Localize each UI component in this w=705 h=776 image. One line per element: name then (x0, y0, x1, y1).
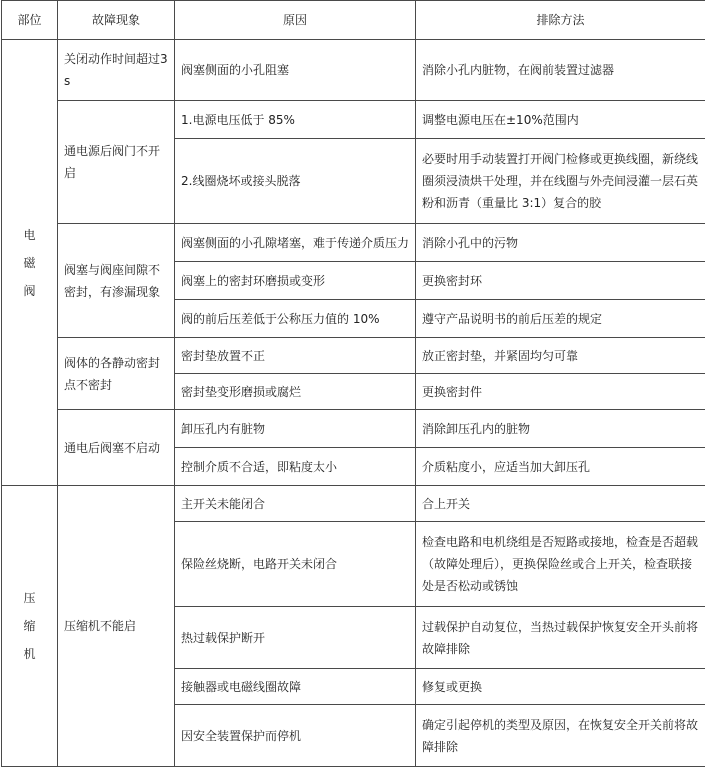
fix-cell: 合上开关 (416, 486, 705, 522)
cause-cell: 阀塞侧面的小孔隙堵塞，难于传递介质压力 (175, 224, 416, 262)
cause-cell: 接触器或电磁线圈故障 (175, 669, 416, 705)
table-body (2, 40, 705, 767)
fix-cell: 消除小孔内脏物，在阀前装置过滤器 (416, 40, 705, 101)
table-row (2, 101, 705, 139)
table-row (2, 40, 705, 101)
cause-cell: 卸压孔内有脏物 (175, 410, 416, 448)
cause-cell: 阀的前后压差低于公称压力值的 10% (175, 300, 416, 338)
cause-cell: 阀塞上的密封环磨损或变形 (175, 262, 416, 300)
phenomenon-cell: 通电源后阀门不开启 (58, 101, 175, 224)
header-phenomenon: 故障现象 (58, 1, 175, 40)
part-cell: 电 磁 阀 (2, 40, 58, 486)
fix-cell: 消除小孔中的污物 (416, 224, 705, 262)
cause-cell: 2.线圈烧坏或接头脱落 (175, 139, 416, 224)
header-cause: 原因 (175, 1, 416, 40)
fix-cell: 检查电路和电机绕组是否短路或接地，检查是否超载（故障处理后），更换保险丝或合上开关，检查联接处是否松动或锈蚀 (416, 522, 705, 607)
cause-cell: 密封垫放置不正 (175, 338, 416, 374)
fix-cell: 修复或更换 (416, 669, 705, 705)
cause-cell: 1.电源电压低于 85% (175, 101, 416, 139)
cause-cell: 因安全装置保护而停机 (175, 705, 416, 767)
header-fix: 排除方法 (416, 1, 705, 40)
fix-cell: 过载保护自动复位，当热过载保护恢复安全开头前将故障排除 (416, 607, 705, 669)
cause-cell: 热过载保护断开 (175, 607, 416, 669)
cause-cell: 控制介质不合适，即粘度太小 (175, 448, 416, 486)
fix-cell: 更换密封环 (416, 262, 705, 300)
fix-cell: 放正密封垫，并紧固均匀可靠 (416, 338, 705, 374)
cause-cell: 阀塞侧面的小孔阻塞 (175, 40, 416, 101)
part-cell: 压 缩 机 (2, 486, 58, 767)
phenomenon-cell: 关闭动作时间超过3s (58, 40, 175, 101)
fix-cell: 介质粘度小，应适当加大卸压孔 (416, 448, 705, 486)
fix-cell: 确定引起停机的类型及原因，在恢复安全开关前将故障排除 (416, 705, 705, 767)
table-row (2, 410, 705, 448)
table-row (2, 486, 705, 522)
fix-cell: 遵守产品说明书的前后压差的规定 (416, 300, 705, 338)
header-part: 部位 (2, 1, 58, 40)
fix-cell: 消除卸压孔内的脏物 (416, 410, 705, 448)
fault-table (1, 0, 705, 767)
table-row (2, 224, 705, 262)
fix-cell: 调整电源电压在±10%范围内 (416, 101, 705, 139)
table-row (2, 338, 705, 374)
cause-cell: 主开关未能闭合 (175, 486, 416, 522)
phenomenon-cell: 阀体的各静动密封点不密封 (58, 338, 175, 410)
phenomenon-cell: 阀塞与阀座间隙不密封，有渗漏现象 (58, 224, 175, 338)
fix-cell: 更换密封件 (416, 374, 705, 410)
header-row (2, 1, 705, 40)
phenomenon-cell: 通电后阀塞不启动 (58, 410, 175, 486)
cause-cell: 密封垫变形磨损或腐烂 (175, 374, 416, 410)
fix-cell: 必要时用手动装置打开阀门检修或更换线圈，新绕线圈须浸渍烘干处理，并在线圈与外壳间浸灌一层石英粉和沥青（重量比 3:1）复合的胶 (416, 139, 705, 224)
cause-cell: 保险丝烧断，电路开关未闭合 (175, 522, 416, 607)
phenomenon-cell: 压缩机不能启 (58, 486, 175, 767)
